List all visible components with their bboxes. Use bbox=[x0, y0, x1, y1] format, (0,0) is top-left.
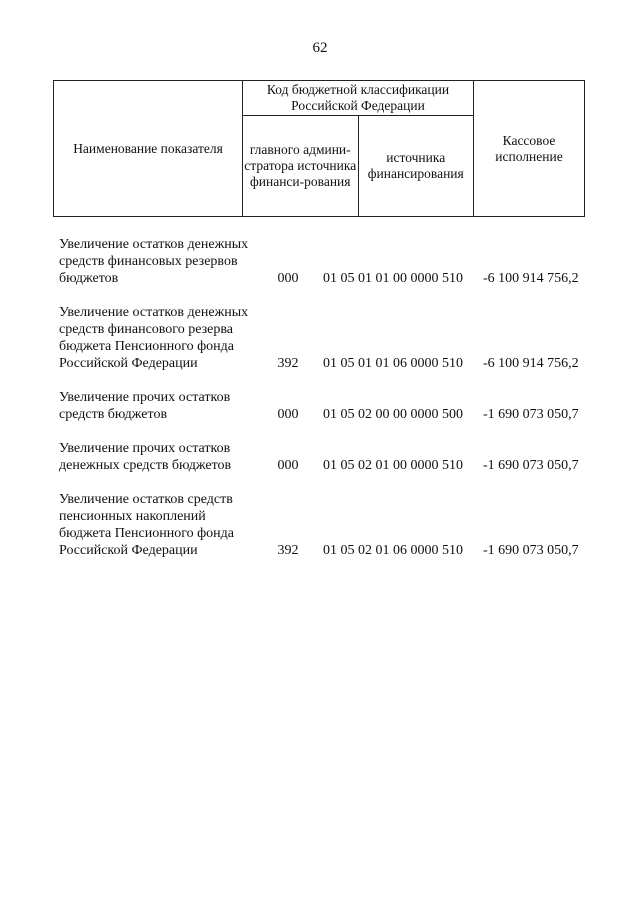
table-row bbox=[53, 304, 613, 372]
header-execution: Кассовое исполнение bbox=[474, 81, 585, 217]
row-execution: -1 690 073 050,7 bbox=[483, 458, 579, 473]
row-admin-code: 000 bbox=[277, 407, 299, 422]
row-admin-code: 000 bbox=[277, 271, 299, 286]
row-execution: -6 100 914 756,2 bbox=[483, 271, 579, 286]
header-indicator: Наименование показателя bbox=[54, 81, 243, 217]
row-execution: -1 690 073 050,7 bbox=[483, 543, 579, 558]
row-source-code: 01 05 02 01 00 0000 510 bbox=[323, 458, 463, 473]
row-source-code: 01 05 02 00 00 0000 500 bbox=[323, 407, 463, 422]
row-execution: -1 690 073 050,7 bbox=[483, 407, 579, 422]
row-name: Увеличение остатков средств пенсионных накоплений бюджета Пенсионного фонда Российской Федерации bbox=[59, 492, 234, 558]
header-admin: главного админи-стратора источника финанси-рования bbox=[243, 116, 359, 217]
row-source-code: 01 05 02 01 06 0000 510 bbox=[323, 543, 463, 558]
table-row bbox=[53, 440, 613, 474]
table-body bbox=[53, 236, 613, 559]
row-source-code: 01 05 01 01 00 0000 510 bbox=[323, 271, 463, 286]
page-number: 62 bbox=[312, 40, 328, 56]
table-row bbox=[53, 389, 613, 423]
row-name: Увеличение остатков денежных средств финансового резерва бюджета Пенсионного фонда Российской Федерации bbox=[59, 305, 249, 371]
table-header bbox=[53, 80, 585, 217]
row-name: Увеличение прочих остатков денежных средств бюджетов bbox=[59, 441, 232, 473]
table-row bbox=[53, 236, 613, 287]
header-source: источника финансирования bbox=[358, 116, 474, 217]
row-admin-code: 392 bbox=[277, 543, 299, 558]
row-name: Увеличение прочих остатков средств бюджетов bbox=[59, 390, 231, 422]
row-admin-code: 392 bbox=[277, 356, 299, 371]
row-execution: -6 100 914 756,2 bbox=[483, 356, 579, 371]
row-source-code: 01 05 01 01 06 0000 510 bbox=[323, 356, 463, 371]
row-name: Увеличение остатков денежных средств финансовых резервов бюджетов bbox=[59, 237, 249, 286]
header-code-group: Код бюджетной классификации Российской Федерации bbox=[243, 81, 474, 116]
table-row bbox=[53, 491, 613, 559]
row-admin-code: 000 bbox=[277, 458, 299, 473]
